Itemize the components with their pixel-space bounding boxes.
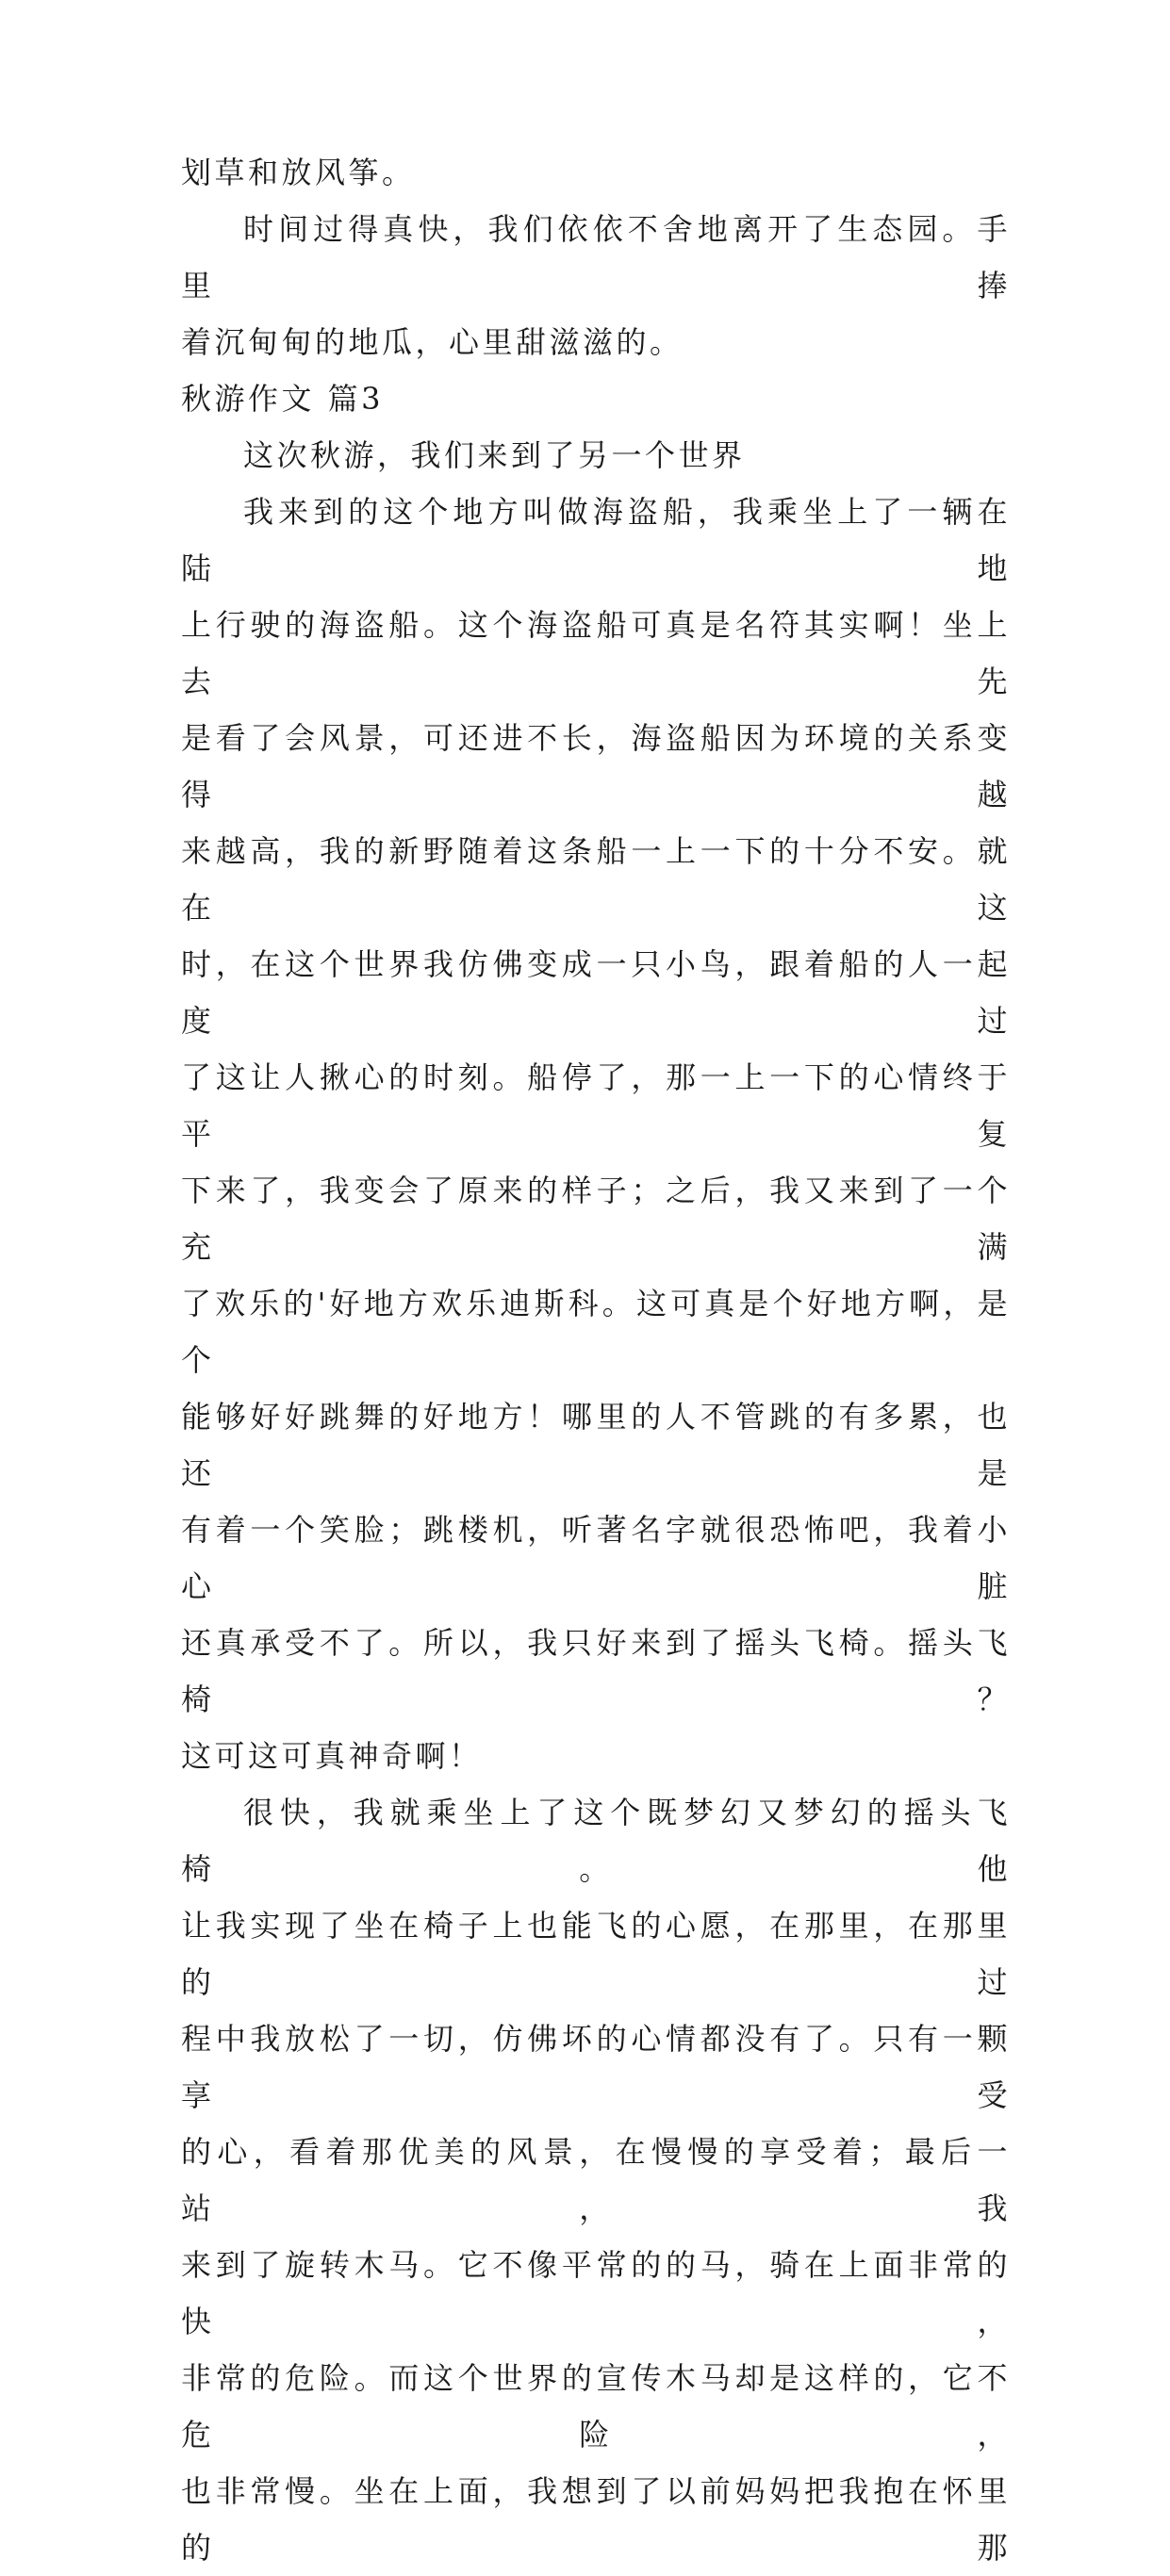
text-line: 很快，我就乘坐上了这个既梦幻又梦幻的摇头飞椅。他 bbox=[181, 1795, 1011, 1887]
text-line: 能够好好跳舞的好地方！哪里的人不管跳的有多累，也还是 bbox=[181, 1399, 1011, 1491]
text-line: 有着一个笑脸；跳楼机，听著名字就很恐怖吧，我着小心脏 bbox=[181, 1512, 1011, 1604]
paragraph-4 bbox=[181, 484, 1011, 1784]
text-line: 下来了，我变会了原来的样子；之后，我又来到了一个充满 bbox=[181, 1173, 1011, 1265]
text-line: 这次秋游，我们来到了另一个世界 bbox=[243, 437, 746, 473]
section-heading bbox=[181, 370, 1011, 427]
text-line: 这可这可真神奇啊！ bbox=[181, 1738, 483, 1774]
paragraph-2 bbox=[181, 201, 1011, 370]
text-line: 也非常慢。坐在上面，我想到了以前妈妈把我抱在怀里的那 bbox=[181, 2473, 1011, 2566]
text-line: 上行驶的海盗船。这个海盗船可真是名符其实啊！坐上去先 bbox=[181, 607, 1011, 699]
text-line: 我来到的这个地方叫做海盗船，我乘坐上了一辆在陆地 bbox=[181, 494, 1011, 586]
text-line: 是看了会风景，可还进不长，海盗船因为环境的关系变得越 bbox=[181, 720, 1011, 812]
text-line: 的心，看着那优美的风景，在慢慢的享受着；最后一站，我 bbox=[181, 2134, 1011, 2226]
text-line: 让我实现了坐在椅子上也能飞的心愿，在那里，在那里的过 bbox=[181, 1908, 1011, 2000]
text-line: 时，在这个世界我仿佛变成一只小鸟，跟着船的人一起度过 bbox=[181, 946, 1011, 1039]
paragraph-1 bbox=[181, 144, 1011, 201]
text-line: 程中我放松了一切，仿佛坏的心情都没有了。只有一颗享受 bbox=[181, 2021, 1011, 2113]
paragraph-3 bbox=[181, 427, 1011, 484]
document-body bbox=[181, 144, 1011, 2576]
text-line: 来到了旋转木马。它不像平常的的马，骑在上面非常的快， bbox=[181, 2247, 1011, 2339]
text-line: 划草和放风筝。 bbox=[181, 155, 416, 190]
text-line: 非常的危险。而这个世界的宣传木马却是这样的，它不危险， bbox=[181, 2360, 1011, 2453]
text-line: 来越高，我的新野随着这条船一上一下的十分不安。就在这 bbox=[181, 833, 1011, 926]
text-line: 了欢乐的'好地方欢乐迪斯科。这可真是个好地方啊，是个 bbox=[181, 1286, 1011, 1378]
text-line: 了这让人揪心的时刻。船停了，那一上一下的心情终于平复 bbox=[181, 1059, 1011, 1152]
paragraph-5 bbox=[181, 1784, 1011, 2576]
text-line: 着沉甸甸的地瓜，心里甜滋滋的。 bbox=[181, 324, 684, 360]
text-line: 还真承受不了。所以，我只好来到了摇头飞椅。摇头飞椅？ bbox=[181, 1625, 1011, 1717]
text-line: 时间过得真快，我们依依不舍地离开了生态园。手里捧 bbox=[181, 211, 1011, 304]
heading-text: 秋游作文 篇3 bbox=[181, 381, 385, 417]
